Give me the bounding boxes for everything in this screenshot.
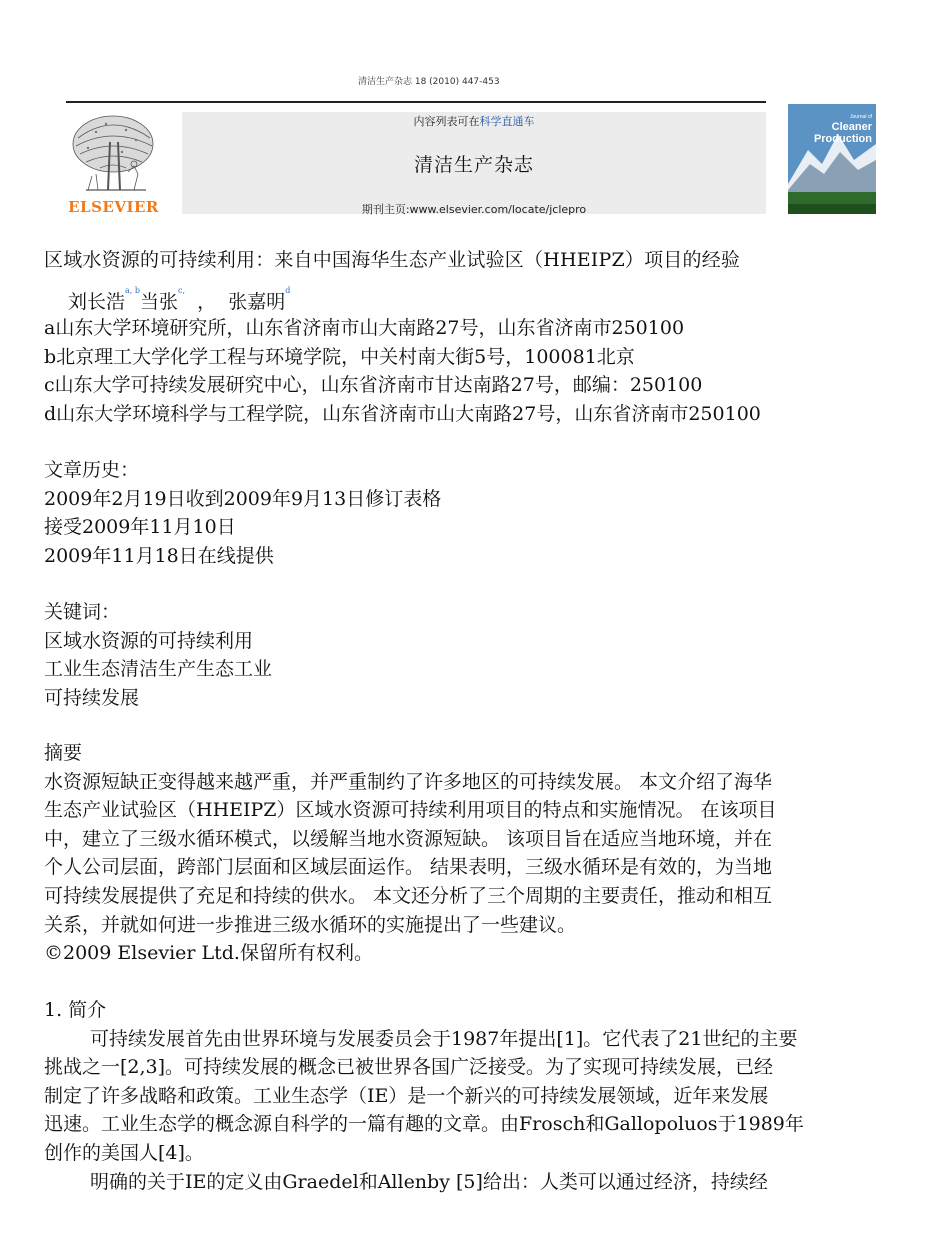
author-affiliation-mark[interactable]: c, — [178, 286, 186, 295]
body-line: 明确的关于IE的定义由Graedel和Allenby [5]给出：人类可以通过经济，持续经 — [90, 1170, 768, 1193]
keyword-item: 可持续发展 — [44, 686, 140, 709]
author-affiliation-mark[interactable]: a, b — [125, 286, 140, 295]
header-rule — [66, 101, 766, 103]
abstract-line: 生态产业试验区（HHEIPZ）区域水资源可持续利用项目的特点和实施情况。 在该项目 — [44, 799, 777, 822]
body-line: 制定了许多战略和政策。工业生态学（IE）是一个新兴的可持续发展领域，近年来发展 — [44, 1084, 769, 1107]
sciencedirect-link[interactable]: 科学直通车 — [479, 115, 535, 128]
journal-homepage[interactable]: 期刊主页:www.elsevier.com/locate/jclepro — [361, 203, 587, 216]
abstract-heading: 摘要 — [44, 742, 83, 764]
affiliation-line: a山东大学环境研究所，山东省济南市山大南路27号，山东省济南市250100 — [44, 317, 685, 339]
affiliation-line: d山东大学环境科学与工程学院，山东省济南市山大南路27号，山东省济南市250100 — [44, 402, 761, 425]
history-line: 2009年11月18日在线提供 — [44, 544, 274, 567]
keyword-item: 工业生态清洁生产生态工业 — [44, 658, 273, 681]
abstract-line: 水资源短缺正变得越来越严重，并严重制约了许多地区的可持续发展。 本文介绍了海华 — [44, 770, 773, 793]
contents-availability — [182, 113, 766, 129]
elsevier-tree-icon — [66, 112, 161, 196]
introduction-section — [44, 996, 884, 1196]
publisher-name: ELSEVIER — [68, 198, 159, 216]
keywords-section — [44, 598, 272, 712]
journal-name: 清洁生产杂志 — [413, 154, 534, 176]
affiliations — [44, 314, 761, 428]
author-list — [68, 287, 290, 314]
history-line: 接受2009年11月10日 — [44, 516, 236, 539]
abstract-line: 中，建立了三级水循环模式，以缓解当地水资源短缺。 该项目旨在适应当地环境，并在 — [44, 827, 773, 850]
author-name[interactable]: 张嘉明 — [228, 291, 286, 313]
cover-small-text: Journal of — [850, 114, 872, 120]
cover-title — [814, 114, 872, 145]
journal-citation: 清洁生产杂志 18 (2010) 447-453 — [358, 77, 500, 87]
affiliation-line: c山东大学可持续发展研究中心，山东省济南市甘达南路27号，邮编：250100 — [44, 374, 703, 397]
contents-prefix: 内容列表可在 — [413, 115, 480, 128]
elsevier-logo[interactable] — [66, 112, 161, 216]
keyword-item: 区域水资源的可持续利用 — [44, 629, 254, 652]
history-heading: 文章历史： — [44, 459, 140, 481]
author-separator: ， — [197, 291, 217, 313]
keywords-heading: 关键词： — [44, 601, 121, 623]
body-line: 迅速。工业生态学的概念源自科学的一篇有趣的文章。由Frosch和Gallopoluos于1989年 — [44, 1113, 804, 1136]
cover-title-line1: Cleaner — [831, 121, 872, 133]
article-history — [44, 456, 441, 570]
author-affiliation-mark[interactable]: d — [285, 286, 291, 295]
journal-cover[interactable] — [788, 104, 876, 214]
body-line: 创作的美国人[4]。 — [44, 1141, 204, 1164]
affiliation-line: b北京理工大学化学工程与环境学院，中关村南大街5号，100081北京 — [44, 345, 635, 368]
abstract-line: 可持续发展提供了充足和持续的供水。 本文还分析了三个周期的主要责任，推动和相互 — [44, 884, 773, 907]
author-name[interactable]: 刘长浩 — [68, 291, 126, 313]
author-name[interactable]: 当张 — [140, 291, 179, 313]
abstract-line: 关系，并就如何进一步推进三级水循环的实施提出了一些建议。 — [44, 913, 577, 936]
cover-title-line2: Production — [813, 133, 872, 145]
journal-header — [182, 112, 766, 214]
abstract-section — [44, 739, 884, 968]
body-line: 挑战之一[2,3]。可持续发展的概念已被世界各国广泛接受。为了实现可持续发展，已经 — [44, 1056, 774, 1079]
body-line: 可持续发展首先由世界环境与发展委员会于1987年提出[1]。它代表了21世纪的主要 — [90, 1027, 798, 1050]
abstract-line: 个人公司层面，跨部门层面和区域层面运作。 结果表明，三级水循环是有效的，为当地 — [44, 856, 773, 879]
history-line: 2009年2月19日收到2009年9月13日修订表格 — [44, 487, 442, 510]
section-heading: 1. 简介 — [44, 999, 107, 1021]
article-title: 区域水资源的可持续利用：来自中国海华生态产业试验区（HHEIPZ）项目的经验 — [44, 249, 741, 271]
copyright-line: ©2009 Elsevier Ltd.保留所有权利。 — [44, 942, 373, 965]
